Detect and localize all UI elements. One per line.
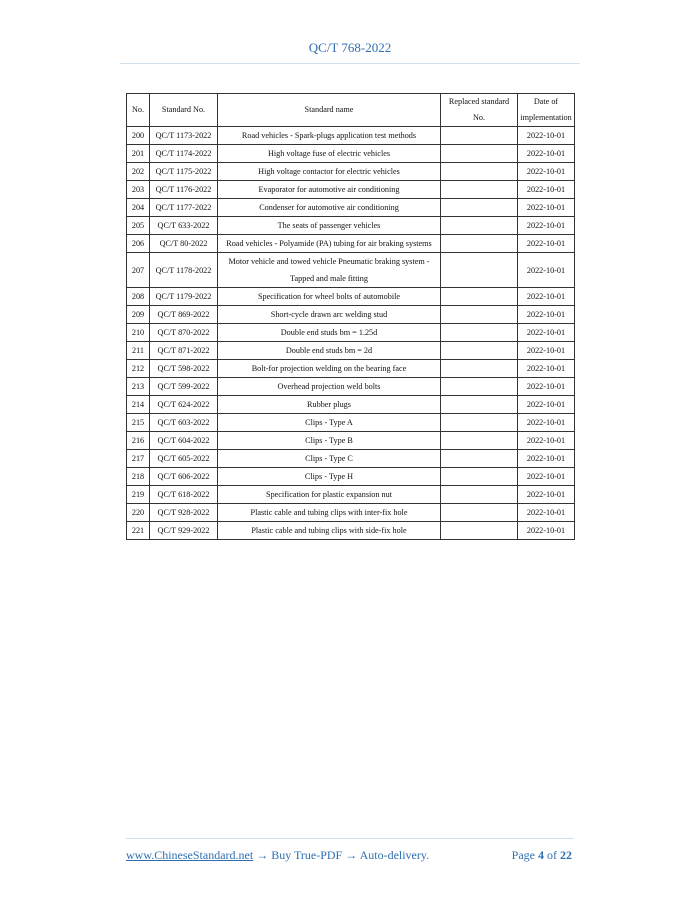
cell-date: 2022-10-01 <box>518 127 575 145</box>
page-total: 22 <box>560 848 572 862</box>
cell-date: 2022-10-01 <box>518 450 575 468</box>
cell-no: 200 <box>127 127 150 145</box>
cell-replaced <box>441 145 518 163</box>
cell-replaced <box>441 522 518 540</box>
cell-standard-name: Plastic cable and tubing clips with side-fix hole <box>218 522 441 540</box>
cell-standard-name: Bolt-for projection welding on the bearing face <box>218 360 441 378</box>
cell-replaced <box>441 378 518 396</box>
cell-standard-name: High voltage fuse of electric vehicles <box>218 145 441 163</box>
cell-replaced <box>441 360 518 378</box>
cell-standard-name: The seats of passenger vehicles <box>218 217 441 235</box>
cell-standard-name: Condenser for automotive air conditioning <box>218 199 441 217</box>
table-row <box>127 522 575 540</box>
cell-standard-name: Road vehicles - Polyamide (PA) tubing for air braking systems <box>218 235 441 253</box>
cell-no: 215 <box>127 414 150 432</box>
cell-standard-name: Plastic cable and tubing clips with inter-fix hole <box>218 504 441 522</box>
cell-standard-no: QC/T 624-2022 <box>150 396 218 414</box>
cell-no: 220 <box>127 504 150 522</box>
page-indicator <box>512 848 572 863</box>
cell-standard-no: QC/T 606-2022 <box>150 468 218 486</box>
table-row <box>127 181 575 199</box>
table-row <box>127 486 575 504</box>
cell-date: 2022-10-01 <box>518 360 575 378</box>
site-link[interactable]: www.ChineseStandard.net <box>126 848 254 862</box>
col-header-no: No. <box>127 94 150 127</box>
cell-date: 2022-10-01 <box>518 163 575 181</box>
cell-replaced <box>441 396 518 414</box>
cell-standard-name: Overhead projection weld bolts <box>218 378 441 396</box>
cell-standard-name: Specification for wheel bolts of automobile <box>218 288 441 306</box>
cell-standard-no: QC/T 618-2022 <box>150 486 218 504</box>
cell-standard-no: QC/T 80-2022 <box>150 235 218 253</box>
cell-date: 2022-10-01 <box>518 199 575 217</box>
cell-standard-no: QC/T 1175-2022 <box>150 163 218 181</box>
cell-replaced <box>441 127 518 145</box>
standards-table <box>126 93 575 540</box>
table-row <box>127 450 575 468</box>
cell-no: 204 <box>127 199 150 217</box>
table-row <box>127 504 575 522</box>
cell-replaced <box>441 217 518 235</box>
cell-standard-no: QC/T 598-2022 <box>150 360 218 378</box>
cell-date: 2022-10-01 <box>518 145 575 163</box>
cell-no: 211 <box>127 342 150 360</box>
cell-replaced <box>441 450 518 468</box>
cell-standard-name: Motor vehicle and towed vehicle Pneumatic braking system - Tapped and male fitting <box>218 253 441 288</box>
cell-no: 216 <box>127 432 150 450</box>
cell-standard-name: Road vehicles - Spark-plugs application test methods <box>218 127 441 145</box>
cell-replaced <box>441 163 518 181</box>
cell-replaced <box>441 486 518 504</box>
cell-standard-name: Rubber plugs <box>218 396 441 414</box>
table-row <box>127 253 575 288</box>
cell-replaced <box>441 504 518 522</box>
cell-standard-no: QC/T 1176-2022 <box>150 181 218 199</box>
cell-replaced <box>441 288 518 306</box>
table-body <box>127 127 575 540</box>
table-row <box>127 235 575 253</box>
cell-no: 201 <box>127 145 150 163</box>
cell-date: 2022-10-01 <box>518 181 575 199</box>
cell-no: 212 <box>127 360 150 378</box>
cell-date: 2022-10-01 <box>518 414 575 432</box>
cell-date: 2022-10-01 <box>518 522 575 540</box>
table-row <box>127 468 575 486</box>
cell-replaced <box>441 432 518 450</box>
cell-replaced <box>441 199 518 217</box>
cell-standard-name: Clips - Type C <box>218 450 441 468</box>
cell-standard-no: QC/T 599-2022 <box>150 378 218 396</box>
cell-replaced <box>441 253 518 288</box>
cell-date: 2022-10-01 <box>518 324 575 342</box>
col-header-date: Date of implementation <box>518 94 575 127</box>
cell-date: 2022-10-01 <box>518 396 575 414</box>
cell-no: 213 <box>127 378 150 396</box>
cell-standard-no: QC/T 871-2022 <box>150 342 218 360</box>
cell-standard-name: Clips - Type A <box>218 414 441 432</box>
table-row <box>127 324 575 342</box>
col-header-replaced: Replaced standard No. <box>441 94 518 127</box>
table-row <box>127 396 575 414</box>
table-row <box>127 378 575 396</box>
cell-standard-no: QC/T 870-2022 <box>150 324 218 342</box>
cell-standard-name: Specification for plastic expansion nut <box>218 486 441 504</box>
table-row <box>127 217 575 235</box>
cell-no: 207 <box>127 253 150 288</box>
table-row <box>127 360 575 378</box>
footer-tagline: → Buy True-PDF → Auto-delivery. <box>253 848 430 862</box>
cell-standard-no: QC/T 1178-2022 <box>150 253 218 288</box>
cell-date: 2022-10-01 <box>518 468 575 486</box>
cell-no: 205 <box>127 217 150 235</box>
cell-replaced <box>441 181 518 199</box>
table-row <box>127 432 575 450</box>
table-row <box>127 163 575 181</box>
cell-standard-no: QC/T 633-2022 <box>150 217 218 235</box>
cell-no: 206 <box>127 235 150 253</box>
cell-standard-name: Clips - Type B <box>218 432 441 450</box>
page-current: 4 <box>538 848 544 862</box>
table-row <box>127 288 575 306</box>
cell-no: 217 <box>127 450 150 468</box>
cell-standard-name: Double end studs bm = 2d <box>218 342 441 360</box>
cell-no: 208 <box>127 288 150 306</box>
table-row <box>127 127 575 145</box>
cell-date: 2022-10-01 <box>518 378 575 396</box>
cell-standard-name: Double end studs bm = 1.25d <box>218 324 441 342</box>
footer-left <box>126 848 429 863</box>
page-of: of <box>544 848 560 862</box>
cell-standard-no: QC/T 604-2022 <box>150 432 218 450</box>
cell-no: 210 <box>127 324 150 342</box>
cell-no: 202 <box>127 163 150 181</box>
header-divider <box>120 63 580 64</box>
table-row <box>127 199 575 217</box>
cell-standard-name: Evaporator for automotive air conditioning <box>218 181 441 199</box>
cell-standard-no: QC/T 1177-2022 <box>150 199 218 217</box>
cell-standard-name: Short-cycle drawn arc welding stud <box>218 306 441 324</box>
footer-divider <box>126 838 574 839</box>
cell-standard-no: QC/T 1179-2022 <box>150 288 218 306</box>
cell-replaced <box>441 324 518 342</box>
cell-date: 2022-10-01 <box>518 486 575 504</box>
cell-standard-name: Clips - Type H <box>218 468 441 486</box>
page-prefix: Page <box>511 848 538 862</box>
table-row <box>127 306 575 324</box>
cell-no: 221 <box>127 522 150 540</box>
cell-date: 2022-10-01 <box>518 504 575 522</box>
cell-no: 214 <box>127 396 150 414</box>
col-header-standard-name: Standard name <box>218 94 441 127</box>
cell-replaced <box>441 235 518 253</box>
table-row <box>127 414 575 432</box>
cell-replaced <box>441 306 518 324</box>
cell-date: 2022-10-01 <box>518 306 575 324</box>
cell-standard-no: QC/T 1174-2022 <box>150 145 218 163</box>
cell-standard-no: QC/T 869-2022 <box>150 306 218 324</box>
cell-standard-no: QC/T 605-2022 <box>150 450 218 468</box>
cell-date: 2022-10-01 <box>518 253 575 288</box>
cell-date: 2022-10-01 <box>518 235 575 253</box>
cell-standard-no: QC/T 603-2022 <box>150 414 218 432</box>
cell-date: 2022-10-01 <box>518 288 575 306</box>
cell-standard-no: QC/T 929-2022 <box>150 522 218 540</box>
cell-standard-no: QC/T 1173-2022 <box>150 127 218 145</box>
cell-no: 203 <box>127 181 150 199</box>
table-header-row <box>127 94 575 127</box>
cell-date: 2022-10-01 <box>518 217 575 235</box>
cell-replaced <box>441 468 518 486</box>
cell-standard-no: QC/T 928-2022 <box>150 504 218 522</box>
cell-no: 209 <box>127 306 150 324</box>
table-row <box>127 342 575 360</box>
page-header-title: QC/T 768-2022 <box>308 40 392 55</box>
cell-replaced <box>441 342 518 360</box>
cell-date: 2022-10-01 <box>518 342 575 360</box>
cell-no: 218 <box>127 468 150 486</box>
table-row <box>127 145 575 163</box>
cell-date: 2022-10-01 <box>518 432 575 450</box>
cell-standard-name: High voltage contactor for electric vehicles <box>218 163 441 181</box>
cell-replaced <box>441 414 518 432</box>
col-header-standard-no: Standard No. <box>150 94 218 127</box>
cell-no: 219 <box>127 486 150 504</box>
